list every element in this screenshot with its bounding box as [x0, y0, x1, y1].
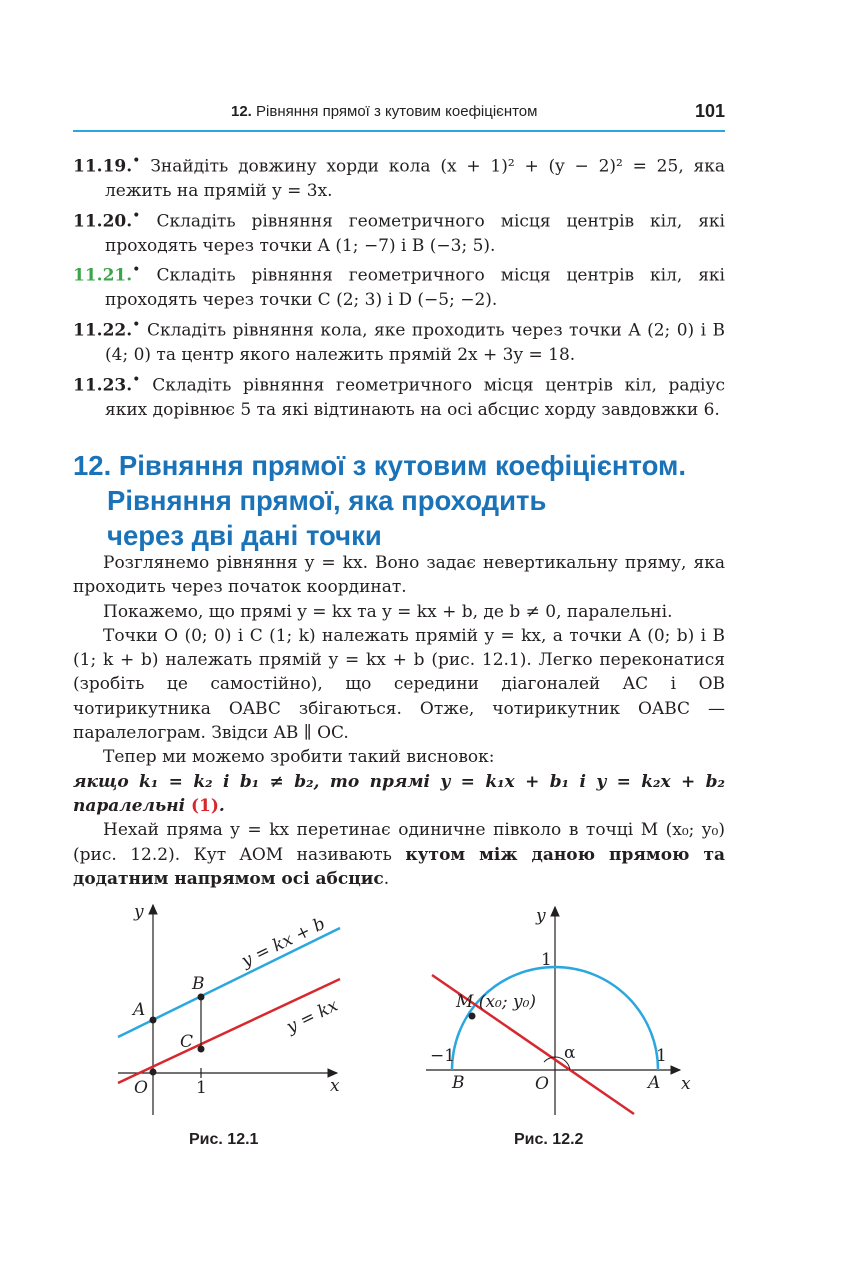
- label-minus-1: −1: [430, 1046, 456, 1066]
- label-line-kx-plus-b: y = kx + b: [238, 913, 329, 972]
- point-m: [469, 1013, 476, 1020]
- paragraph: Розглянемо рівняння y = kx. Воно задає невертикальну пряму, яка проходить через початок координат.: [73, 553, 725, 598]
- label-line-kx: y = kx: [283, 995, 342, 1038]
- figure-12-2: [418, 895, 708, 1120]
- exercise-item: 11.23.• Складіть рівняння геометричного місця центрів кіл, радіус яких дорівнює 5 та які відтинають на осі абсцис хорду завдовжки 6.: [73, 371, 725, 420]
- section-body: [73, 551, 725, 891]
- exercise-item: 11.21.• Складіть рівняння геометричного місця центрів кіл, які проходять через точки C (2; 3) і D (−5; −2).: [73, 262, 725, 311]
- line-y-kx: [118, 979, 340, 1083]
- exercise-list: [73, 149, 725, 422]
- paragraph: Нехай пряма y = kx перетинає одиничне півколо в точці M (x₀; y₀) (рис. 12.2). Кут AOM називають кутом між даною прямою та додатним напрямом осі абсцис.: [73, 820, 725, 889]
- paragraph: Тепер ми можемо зробити такий висновок:: [103, 747, 495, 768]
- label-m: M (x₀; y₀): [456, 992, 537, 1012]
- conclusion-rule: якщо k₁ = k₂ і b₁ ≠ b₂, то прямі y = k₁x + b₁ і y = k₂x + b₂ паралельні (1).: [73, 771, 725, 816]
- exercise-item: 11.22.• Складіть рівняння кола, яке проходить через точки A (2; 0) і B (4; 0) та центр якого належить прямій 2x + 3y = 18.: [73, 316, 726, 366]
- point-o: [150, 1069, 157, 1076]
- label-1-top: 1: [541, 950, 552, 970]
- exercise-item: 11.20.• Складіть рівняння геометричного місця центрів кіл, які проходять через точки A (1; −7) і B (−3; 5).: [73, 207, 725, 256]
- running-title: 12. Рівняння прямої з кутовим коефіцієнтом: [231, 103, 538, 120]
- point-a: [150, 1017, 157, 1024]
- label-b: B: [192, 974, 205, 994]
- section-heading-line: 12. Рівняння прямої з кутовим коефіцієнтом.: [73, 450, 687, 481]
- label-a: A: [648, 1073, 661, 1093]
- page-header: [73, 100, 725, 132]
- label-c: C: [180, 1032, 194, 1052]
- section-heading: [73, 448, 773, 553]
- paragraph: Покажемо, що прямі y = kx та y = kx + b, де b ≠ 0, паралельні.: [103, 601, 673, 622]
- origin-label: O: [535, 1074, 549, 1094]
- figure-12-1-caption: Рис. 12.1: [189, 1131, 259, 1148]
- point-b: [198, 994, 205, 1001]
- paragraph: Точки O (0; 0) і C (1; k) належать прямій y = kx, а точки A (0; b) і B (1; k + b) належать прямій y = kx + b (рис. 12.1). Легко переконатися (зробіть це самостійно), що середини діагоналей AC і OB чотирикутника OABC збігаються. Отже, чотирикутник OABC — паралелограм. Звідси AB ∥ OC.: [73, 625, 725, 744]
- label-alpha: α: [564, 1043, 576, 1063]
- section-heading-line: Рівняння прямої, яка проходить: [107, 485, 547, 516]
- section-heading-line: через дві дані точки: [107, 520, 382, 551]
- exercise-item: 11.19.• Знайдіть довжину хорди кола (x + 1)² + (y − 2)² = 25, яка лежить на прямій y = 3x.: [73, 153, 726, 202]
- label-b: B: [452, 1073, 465, 1093]
- y-axis-label: y: [536, 906, 546, 926]
- y-axis-label: y: [134, 902, 144, 922]
- point-c: [198, 1046, 205, 1053]
- tick-label-1: 1: [196, 1078, 207, 1098]
- definition-term: кутом між даною прямою та додатним напрямом осі абсцис: [73, 844, 725, 889]
- x-axis-label: x: [330, 1076, 340, 1096]
- formula-ref: (1): [190, 795, 219, 816]
- label-a: A: [133, 1000, 146, 1020]
- page-number: 101: [694, 101, 725, 121]
- figure-12-2-caption: Рис. 12.2: [514, 1131, 584, 1148]
- x-axis-label: x: [681, 1074, 691, 1094]
- origin-label: O: [134, 1078, 148, 1098]
- label-1-right: 1: [656, 1046, 667, 1066]
- figure-12-1: [100, 895, 360, 1120]
